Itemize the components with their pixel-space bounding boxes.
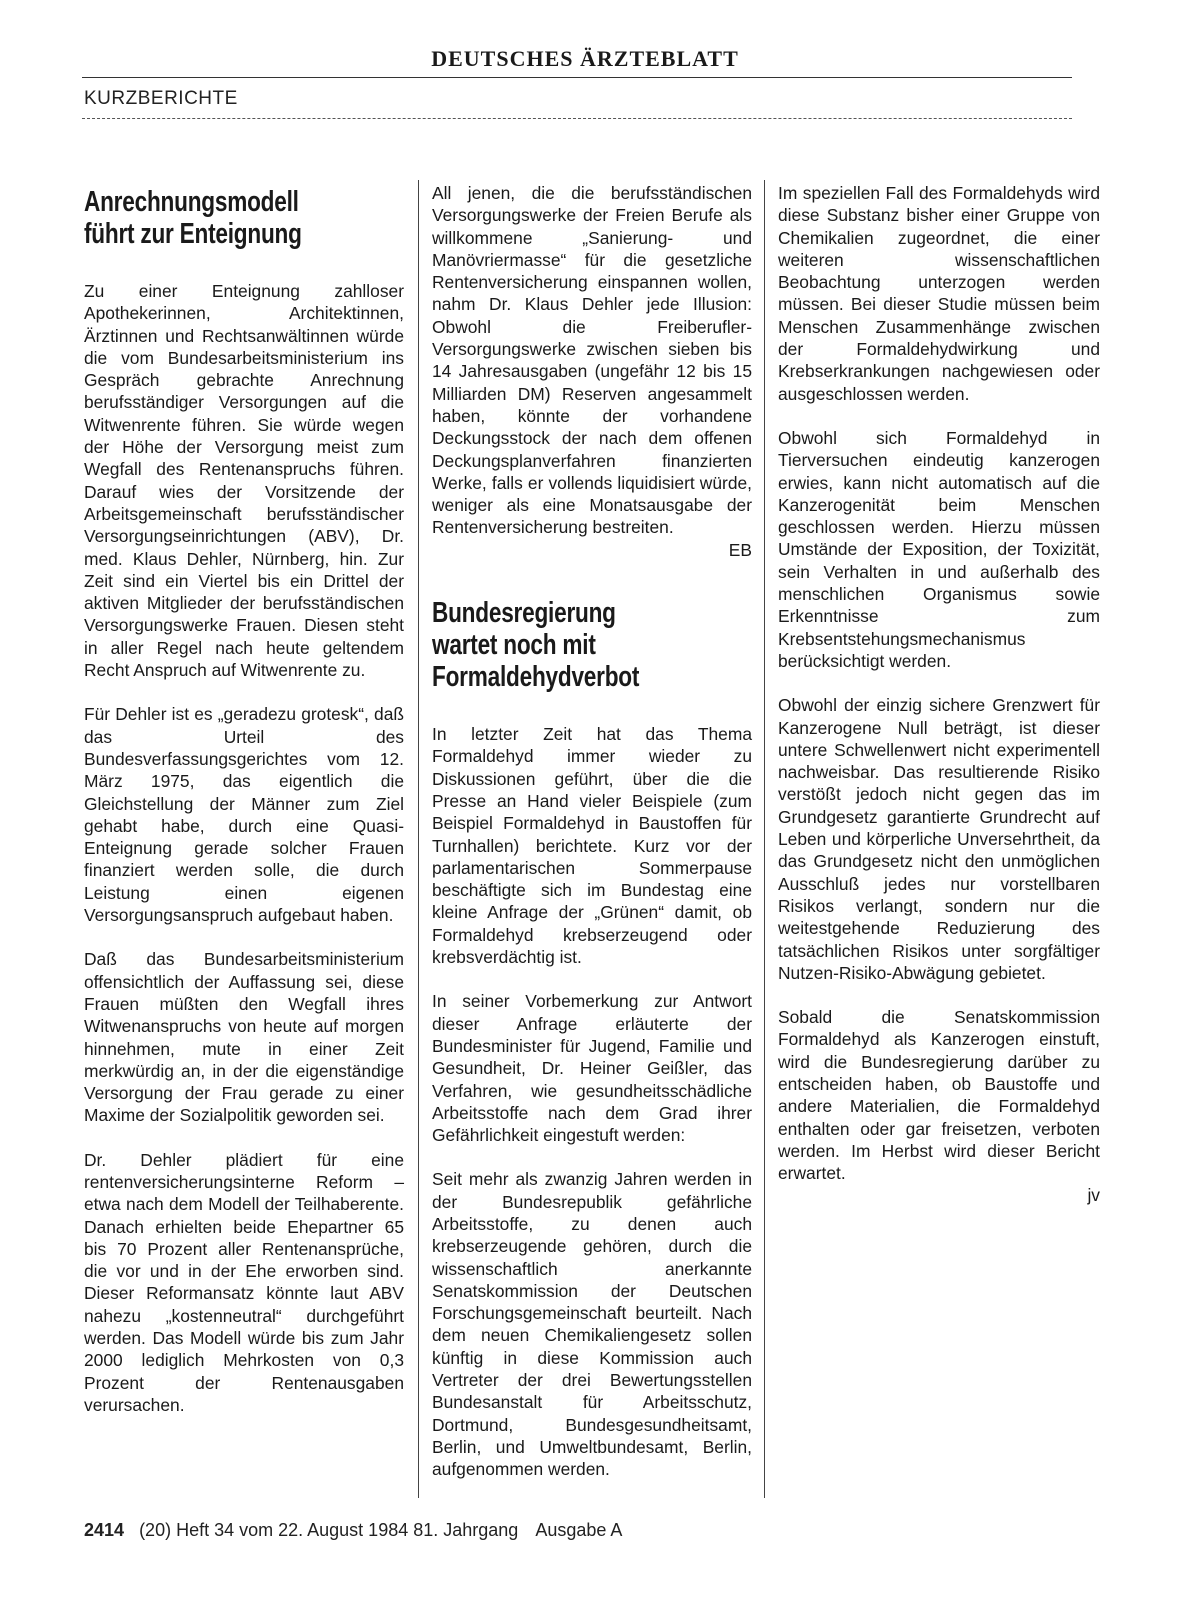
section-rule — [82, 118, 1072, 119]
article2-headline — [432, 597, 752, 693]
column-1 — [84, 186, 404, 1438]
article2-paragraph-text: Sobald die Senatskommission Formaldehyd als Kanzerogen einstuft, wird die Bundesregierung darüber zu entscheiden haben, ob Baustoffe und andere Materialien, die Formaldehyd enthalten oder gar freisetzen, verboten werden. Im Herbst wird dieser Bericht erwartet. — [778, 1007, 1100, 1184]
article1-paragraph — [432, 182, 752, 561]
issue-info: (20) Heft 34 vom 22. August 1984 81. Jahrgang — [139, 1520, 519, 1540]
masthead-rule — [82, 77, 1072, 78]
article2-paragraph — [778, 1006, 1100, 1207]
article2-headline-line: Formaldehydverbot — [432, 661, 640, 694]
article2-signature: jv — [1087, 1185, 1100, 1206]
masthead: DEUTSCHES ÄRZTEBLATT — [431, 46, 739, 71]
column-divider-2 — [764, 180, 765, 1498]
column-3 — [778, 182, 1100, 1207]
article2-headline-line: wartet noch mit — [432, 629, 596, 662]
article1-paragraph-text: All jenen, die die berufsständischen Versorgungswerke der Freien Berufe als willkommene „Sanierung- und Manövriermasse“ für die gesetzliche Rentenversicherung einspannen wollen, nahm Dr. Klaus Dehler jede Illusion: Obwohl die Freiberufler-Versorgungswerke zwischen sieben bis 14 Jahresausgaben (ungefähr 12 bis 15 Milliarden DM) Reserven angesammelt haben, könnte der vorhandene Deckungsstock der nach dem offenen Deckungsplanverfahren finanzierten Werke, falls er vollends liquidisiert würde, weniger als eine Monatsausgabe der Rentenversicherung bestreiten. — [432, 183, 752, 538]
article2-paragraph: Obwohl der einzig sichere Grenzwert für Kanzerogene Null beträgt, ist dieser untere Schwellenwert nicht experimentell nachweisbar. Das resultierende Risiko verstößt jedoch nicht gegen das im Grundgesetz garantierte Grundrecht auf Leben und körperliche Unversehrtheit, da das Grundgesetz nicht den unmöglichen Ausschluß jedes nur vorstellbaren Risikos verlangt, sondern nur die weitestgehende Reduzierung des tatsächlichen Risikos unter sorgfältiger Nutzen-Risiko-Abwägung gebietet. — [778, 695, 1100, 983]
article1-headline-line: Anrechnungsmodell — [84, 186, 299, 218]
article2-headline-line: Bundesregierung — [432, 597, 616, 630]
article1-headline — [84, 186, 404, 250]
article2-paragraph: In seiner Vorbemerkung zur Antwort dieser Anfrage erläuterte der Bundesminister für Jugend, Familie und Gesundheit, Dr. Heiner Geißler, das Verfahren, wie gesundheitsschädliche Arbeitsstoffe nach dem Grad ihrer Gefährlichkeit eingestuft werden: — [432, 991, 752, 1146]
section-label: KURZBERICHTE — [84, 88, 238, 109]
column-divider-1 — [418, 180, 419, 1498]
column-2 — [432, 182, 752, 1503]
article1-paragraph: Dr. Dehler plädiert für eine rentenversicherungsinterne Reform – etwa nach dem Modell der Teilhaberente. Danach erhielten beide Ehepartner 65 bis 70 Prozent aller Rentenansprüche, die vor und in der Ehe erworben sind. Dieser Reformansatz könnte laut ABV nahezu „kostenneutral“ durchgeführt werden. Das Modell würde bis zum Jahr 2000 lediglich Mehrkosten von 0,3 Prozent der Rentenausgaben verursachen. — [84, 1149, 404, 1415]
article2-paragraph: Obwohl sich Formaldehyd in Tierversuchen eindeutig kanzerogen erwies, kann nicht automatisch auf die Kanzerogenität beim Menschen geschlossen werden. Hierzu müssen Umstände der Exposition, der Toxizität, sein Verhalten in und außerhalb des menschlichen Organismus sowie Erkenntnisse zum Krebsentstehungsmechanismus berücksichtigt werden. — [778, 427, 1100, 671]
footer — [84, 1520, 622, 1541]
article1-paragraph: Für Dehler ist es „geradezu grotesk“, daß das Urteil des Bundesverfassungsgerichtes vom 12. März 1975, das eigentlich die Gleichstellung der Männer zum Ziel gehabt habe, durch eine Quasi-Enteignung gerade solcher Frauen finanziert werden solle, die durch Leistung einen eigenen Versorgungsanspruch aufgebaut haben. — [84, 704, 404, 926]
article1-signature: EB — [728, 539, 752, 560]
article1-headline-line: führt zur Enteignung — [84, 218, 302, 250]
article1-paragraph: Daß das Bundesarbeitsministerium offensichtlich der Auffassung sei, diese Frauen müßten den Wegfall ihres Witwenanspruchs von heute auf morgen hinnehmen, mute in einer Zeit merkwürdig an, in der die eigenständige Versorgung der Frau gerade zu einer Maxime der Sozialpolitik geworden sei. — [84, 949, 404, 1126]
article1-paragraph: Zu einer Enteignung zahlloser Apothekerinnen, Architektinnen, Ärztinnen und Rechtsanwältinnen würde die vom Bundesarbeitsministerium ins Gespräch gebrachte Anrechnung berufsständiger Versorgungen auf die Witwenrente führen. Sie würde wegen der Höhe der Versorgung meist zum Wegfall des Rentenanspruchs führen. Darauf wies der Vorsitzende der Arbeitsgemeinschaft berufsständischer Versorgungseinrichtungen (ABV), Dr. med. Klaus Dehler, Nürnberg, hin. Zur Zeit sind ein Viertel bis ein Drittel der aktiven Mitglieder der berufsständischen Versorgungswerke Frauen. Diesen steht in aller Regel nach heute geltendem Recht Anspruch auf Witwenrente zu. — [84, 281, 404, 681]
article2-paragraph: Im speziellen Fall des Formaldehyds wird diese Substanz bisher einer Gruppe von Chemikalien zugeordnet, die einer weiteren wissenschaftlichen Beobachtung unterzogen werden müssen. Bei dieser Studie müssen beim Menschen Zusammenhänge zwischen der Formaldehydwirkung und Krebserkrankungen nachgewiesen oder ausgeschlossen werden. — [778, 183, 1100, 404]
article2-paragraph: In letzter Zeit hat das Thema Formaldehyd immer wieder zu Diskussionen geführt, über die die Presse an Hand vieler Beispiele (zum Beispiel Formaldehyd in Baustoffen für Turnhallen) berichtete. Kurz vor der parlamentarischen Sommerpause beschäftigte sich im Bundestag eine kleine Anfrage der „Grünen“ damit, ob Formaldehyd krebserzeugend oder krebsverdächtig ist. — [432, 724, 752, 968]
article2-paragraph: Seit mehr als zwanzig Jahren werden in der Bundesrepublik gefährliche Arbeitsstoffe, zu denen auch krebserzeugende gehören, durch die wissenschaftlich anerkannte Senatskommission der Deutschen Forschungsgemeinschaft beurteilt. Nach dem neuen Chemikaliengesetz sollen künftig in diese Kommission auch Vertreter der drei Bewertungsstellen Bundesanstalt für Arbeitsschutz, Dortmund, Bundesgesundheitsamt, Berlin, und Umweltbundesamt, Berlin, aufgenommen werden. — [432, 1169, 752, 1480]
page-number: 2414 — [84, 1520, 125, 1540]
edition-info: Ausgabe A — [535, 1520, 623, 1540]
